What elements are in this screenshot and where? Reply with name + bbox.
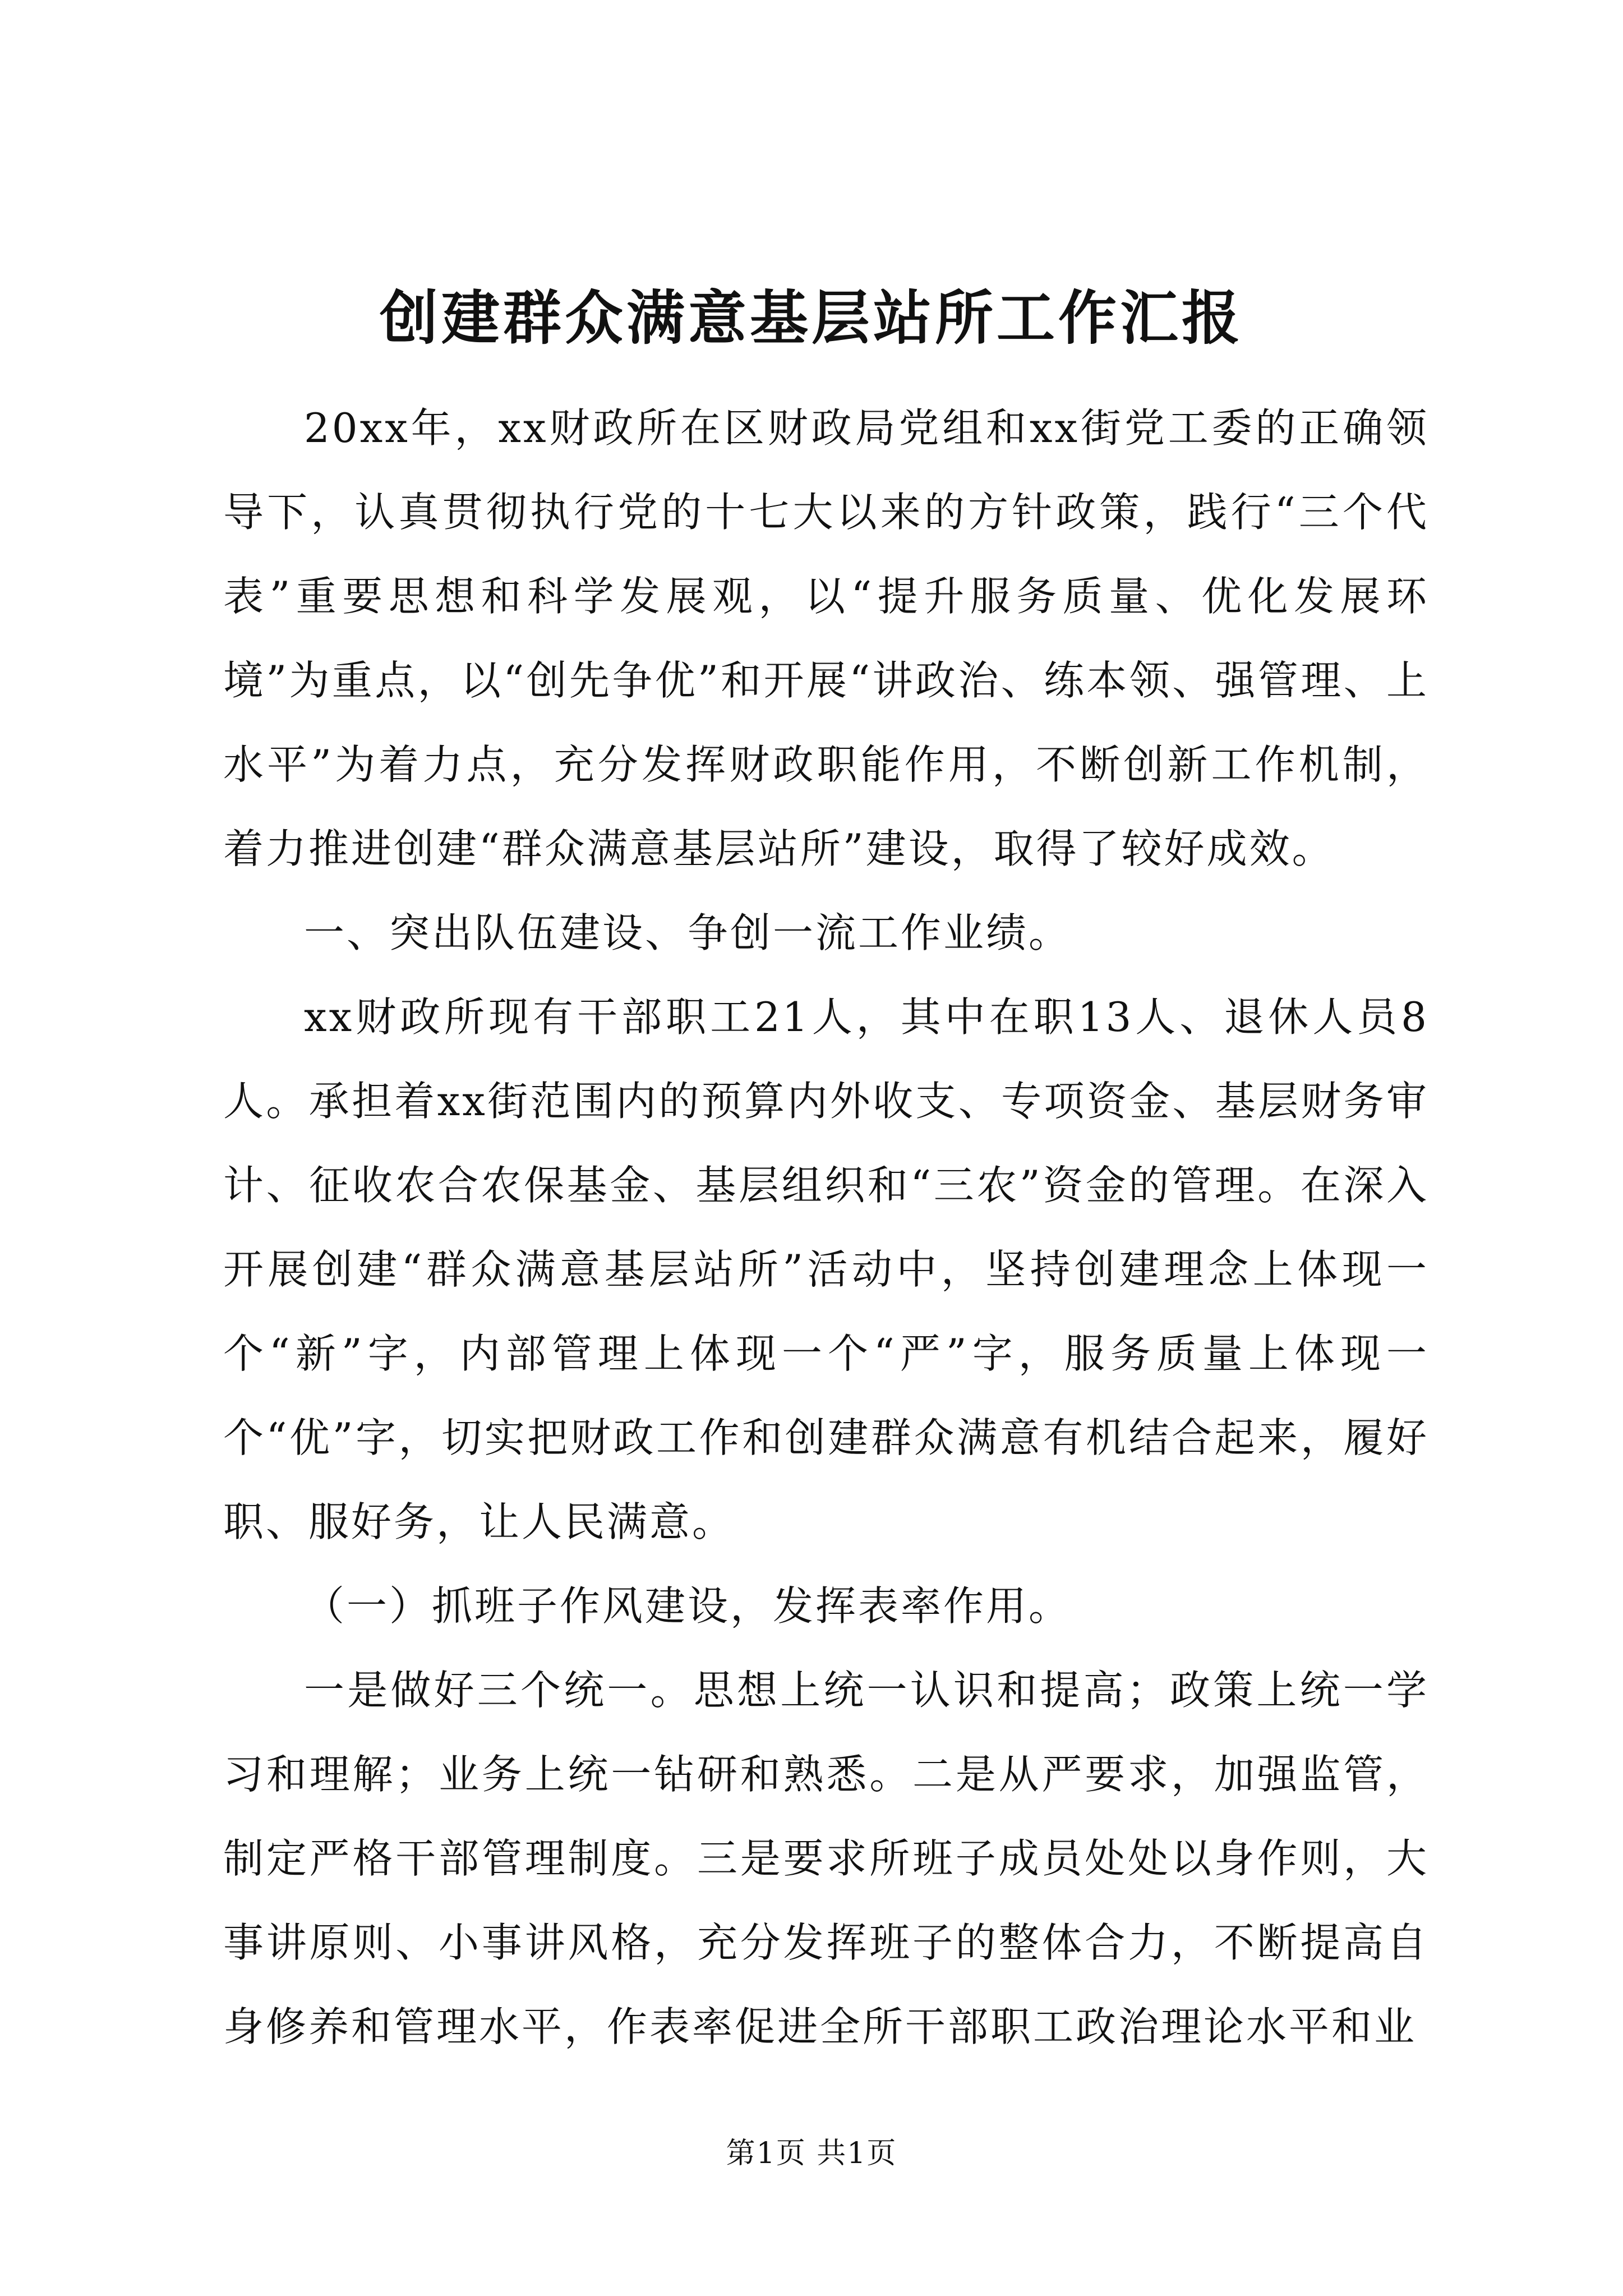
subsection-heading-1: （一）抓班子作风建设，发挥表率作用。 (304, 1582, 1072, 1630)
body-paragraph-intro: 20xx年，xx财政所在区财政局党组和xx街党工委的正确领导下，认真贯彻执行党的十七大以来的方针政策，践行“三个代表”重要思想和科学发展观，以“提升服务质量、优化发展环境”为重点，以“创先争优”和开展“讲政治、练本领、强管理、上水平”为着力点，充分发挥财政职能作用，不断创新工作机制，着力推进创建“群众满意基层站所”建设，取得了较好成效。 (223, 404, 1429, 872)
document-body (223, 386, 1429, 2069)
document-title: 创建群众满意基层站所工作汇报 (379, 283, 1243, 352)
body-paragraph-staff: xx财政所现有干部职工21人，其中在职13人、退休人员8人。承担着xx街范围内的预算内外收支、专项资金、基层财务审计、征收农合农保基金、基层组织和“三农”资金的管理。在深入开展创建“群众满意基层站所”活动中，坚持创建理念上体现一个“新”字，内部管理上体现一个“严”字，服务质量上体现一个“优”字，切实把财政工作和创建群众满意有机结合起来，履好职、服好务，让人民满意。 (223, 993, 1429, 1545)
page-footer: 第1页 共1页 (726, 2137, 897, 2170)
body-paragraph-leadership: 一是做好三个统一。思想上统一认识和提高；政策上统一学习和理解；业务上统一钻研和熟悉。二是从严要求，加强监管，制定严格干部管理制度。三是要求所班子成员处处以身作则，大事讲原则、小事讲风格，充分发挥班子的整体合力，不断提高自身修养和管理水平，作表率促进全所干部职工政治理论水平和业 (223, 1667, 1429, 2050)
section-heading-1: 一、突出队伍建设、争创一流工作业绩。 (304, 909, 1072, 956)
